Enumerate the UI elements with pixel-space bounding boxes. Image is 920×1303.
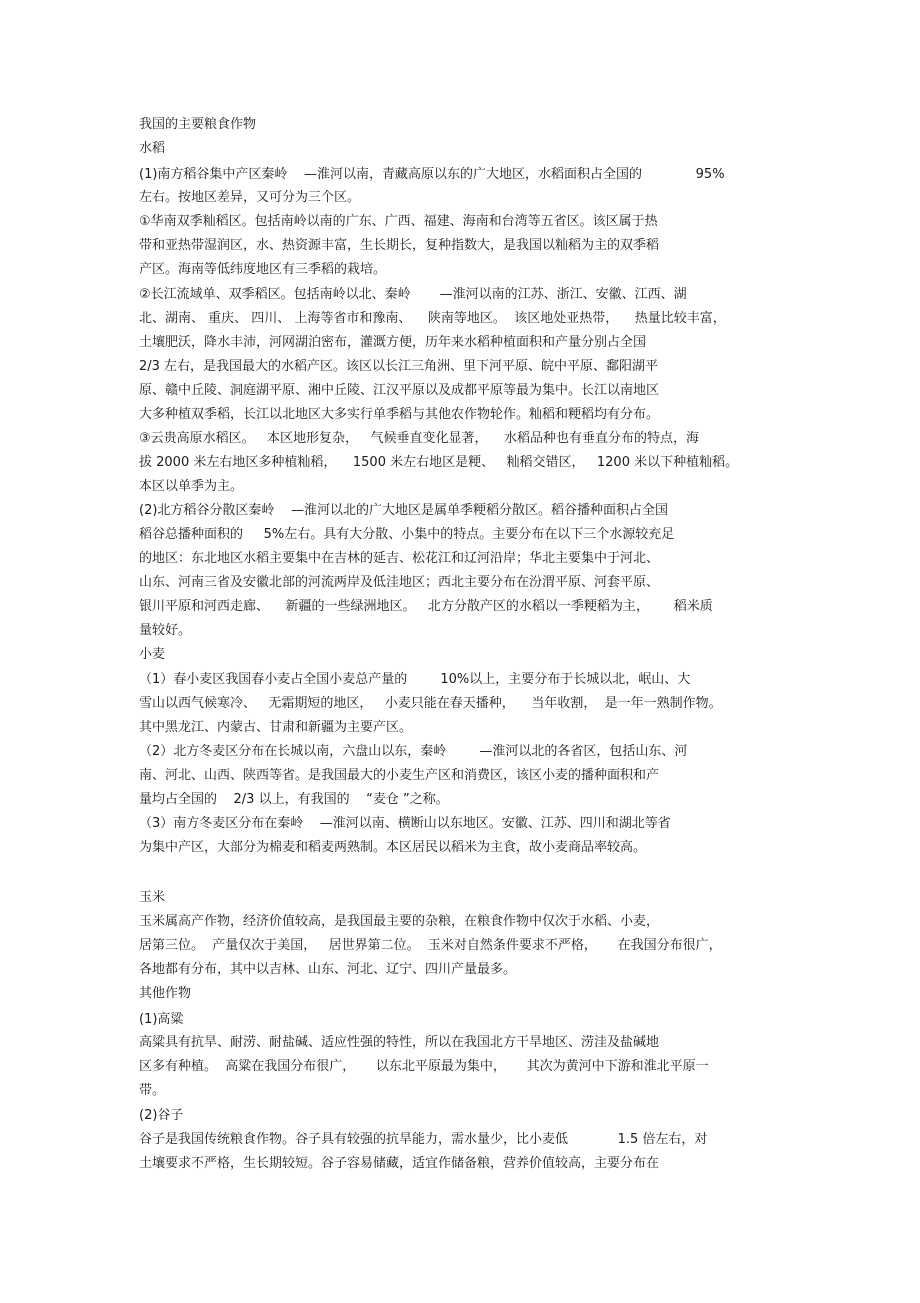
paragraph-line: 山东、河南三省及安徽北部的河流两岸及低洼地区；西北主要分布在汾渭平原、河套平原、 [139,575,660,590]
paragraph-line: 土壤肥沃，降水丰沛，河网湖泊密布，灌溉方便，历年来水稻种植面积和产量分别占全国 [139,335,647,350]
paragraph-line: 原、赣中丘陵、洞庭湖平原、湘中丘陵、江汉平原以及成都平原等最为集中。长江以南地区 [139,383,660,398]
paragraph-line: 土壤要求不严格，生长期较短。谷子容易储藏，适宜作储备粮，营养价值较高，主要分布在 [139,1156,660,1171]
paragraph-line: 北、湖南、 重庆、 四川、 上海等省市和豫南、 陕南等地区。 该区地处亚热带， 热量比较丰富， [139,311,726,326]
paragraph-line: 其中黑龙江、内蒙古、甘肃和新疆为主要产区。 [139,720,413,735]
section-heading-rice: 水稻 [139,141,166,156]
paragraph-line: ③云贵高原水稻区。 本区地形复杂， 气候垂直变化显著， 水稻品种也有垂直分布的特点，海 [139,431,699,446]
paragraph-line: 带。 [139,1083,166,1098]
section-heading-wheat: 小麦 [139,647,166,662]
paragraph-line: 产区。海南等低纬度地区有三季稻的栽培。 [139,262,387,277]
paragraph-line: 雪山以西气候寒冷、 无霜期短的地区， 小麦只能在春天播种， 当年收割， 是一年一熟制作物。 [139,696,722,711]
paragraph-line: 区多有种植。 高粱在我国分布很广， 以东北平原最为集中， 其次为黄河中下游和淮北平原一 [139,1059,709,1074]
paragraph-line: 玉米属高产作物，经济价值较高，是我国最主要的杂粮，在粮食作物中仅次于水稻、小麦， [139,914,660,929]
paragraph-line: ②长江流域单、双季稻区。包括南岭以北、秦岭 —淮河以南的江苏、浙江、安徽、江西、湖 [139,287,687,302]
paragraph-line: 带和亚热带湿润区，水、热资源丰富，生长期长，复种指数大，是我国以籼稻为主的双季稻 [139,238,660,253]
paragraph-line: (2)北方稻谷分散区秦岭 —淮河以北的广大地区是属单季粳稻分散区。稻谷播种面积占全国 [139,503,668,518]
paragraph-line: 大多种植双季稻，长江以北地区大多实行单季稻与其他农作物轮作。籼稻和粳稻均有分布。 [139,407,660,422]
paragraph-line: 为集中产区，大部分为棉麦和稻麦两熟制。本区居民以稻米为主食，故小麦商品率较高。 [139,840,647,855]
paragraph-line: （2）北方冬麦区分布在长城以南，六盘山以东，秦岭 —淮河以北的各省区，包括山东、河 [139,744,688,759]
paragraph-line: 银川平原和河西走廊、 新疆的一些绿洲地区。 北方分散产区的水稻以一季粳稻为主， 稻米质 [139,599,713,614]
paragraph-line: 各地都有分布，其中以吉林、山东、河北、辽宁、四川产量最多。 [139,962,517,977]
paragraph-line: 量较好。 [139,623,192,638]
paragraph-line: 2/3 左右，是我国最大的水稻产区。该区以长江三角洲、里下河平原、皖中平原、鄱阳湖平 [139,359,659,374]
paragraph-line: 左右。按地区差异，又可分为三个区。 [139,190,361,205]
paragraph-line: （1）春小麦区我国春小麦占全国小麦总产量的 10%以上，主要分布于长城以北，岷山、大 [139,672,691,687]
paragraph-line: 拔 2000 米左右地区多种植籼稻， 1500 米左右地区是粳、 籼稻交错区， 1200 米以下种植籼稻。 [139,455,739,470]
paragraph-line: 居第三位。 产量仅次于美国， 居世界第二位。 玉米对自然条件要求不严格， 在我国分布很广， [139,938,722,953]
paragraph-line: 的地区：东北地区水稻主要集中在吉林的延吉、松花江和辽河沿岸；华北主要集中于河北、 [139,551,660,566]
paragraph-line: 本区以单季为主。 [139,479,244,494]
paragraph-line: 稻谷总播种面积的 5%左右。具有大分散、小集中的特点。主要分布在以下三个水源较充足 [139,527,675,542]
paragraph-line: 南、河北、山西、陕西等省。是我国最大的小麦生产区和消费区，该区小麦的播种面积和产 [139,768,660,783]
paragraph-line: (1)南方稻谷集中产区秦岭 —淮河以南，青藏高原以东的广大地区，水稻面积占全国的 95% [139,167,725,182]
paragraph-line: （3）南方冬麦区分布在秦岭 —淮河以南、横断山以东地区。安徽、江苏、四川和湖北等省 [139,816,671,831]
paragraph-line: 量均占全国的 2/3 以上，有我国的 “麦仓 ”之称。 [139,792,449,807]
subheading-sorghum: (1)高粱 [139,1012,184,1027]
document-title: 我国的主要粮食作物 [139,117,257,132]
section-heading-corn: 玉米 [139,890,166,905]
paragraph-line: 高粱具有抗旱、耐涝、耐盐碱、适应性强的特性，所以在我国北方干旱地区、涝洼及盐碱地 [139,1035,660,1050]
subheading-millet: (2)谷子 [139,1108,184,1123]
paragraph-line: ①华南双季籼稻区。包括南岭以南的广东、广西、福建、海南和台湾等五省区。该区属于热 [139,214,658,229]
section-heading-other: 其他作物 [139,986,192,1001]
paragraph-line: 谷子是我国传统粮食作物。谷子具有较强的抗旱能力，需水量少，比小麦低 1.5 倍左右，对 [139,1132,708,1147]
